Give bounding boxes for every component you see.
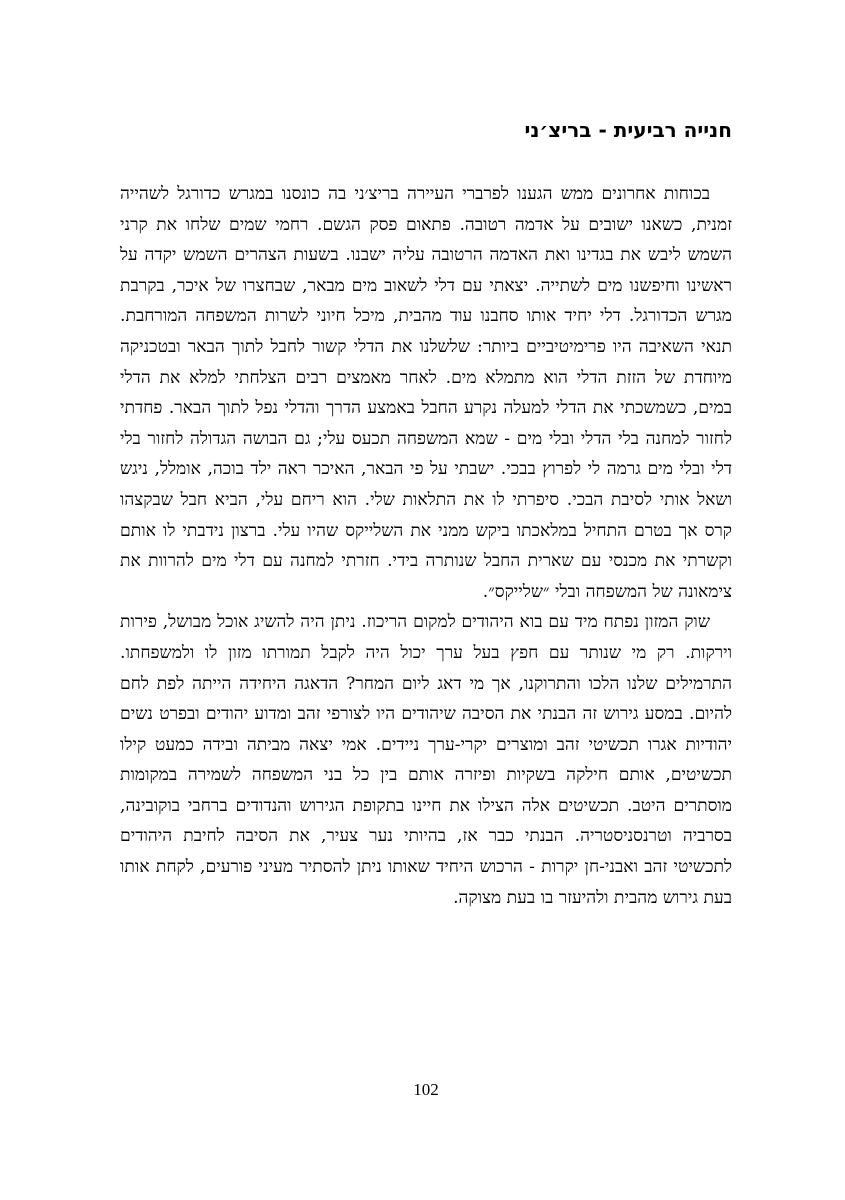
chapter-title: חנייה רביעית - בריצ׳ני	[524, 118, 732, 142]
page-number: 102	[413, 1080, 439, 1099]
paragraph-2: שוק המזון נפתח מיד עם בוא היהודים למקום הריכוז. ניתן היה להשיג אוכל מבושל, פירות וירקות. רק מי שנותר עם חפץ בעל ערך יכול היה לקבל תמורתו מזון לו ולמשפחתו. התרמילים שלנו הלכו והתרוקנו, אך מי דאג ליום המחר? הדאגה היחידה הייתה לפת לחם להיום. במסע גירוש זה הבנתי את הסיבה שיהודים היו לצורפי זהב ומדוע יהודים ובפרט נשים יהודיות אגרו תכשיטי זהב ומוצרים יקרי-ערך ניידים. אמי יצאה מביתה ובידה כמעט קילו תכשיטים, אותם חילקה בשקיות ופיזרה אותם בין כל בני המשפחה לשמירה במקומות מוסתרים היטב. תכשיטים אלה הצילו את חיינו בתקופת הגירוש והנדודים ברחבי בוקובינה, בסרביה וטרנסניסטריה. הבנתי כבר אז, בהיותי נער צעיר, את הסיבה לחיבת היהודים לתכשיטי זהב ואבני-חן יקרות - הרכוש היחיד שאותו ניתן להסתיר מעיני פורעים, לקחת אותו בעת גירוש מהבית ולהיעזר בו בעת מצוקה.	[120, 612, 732, 908]
body-text	[120, 179, 732, 913]
book-page	[120, 0, 732, 1200]
paragraph-1: בכוחות אחרונים ממש הגענו לפרברי העיירה בריצ׳ני בה כונסנו במגרש כדורגל לשהייה זמנית, כשאנו ישובים על אדמה רטובה. פתאום פסק הגשם. רחמי שמים שלחו את קרני השמש ליבש את בגדינו ואת האדמה הרטובה עליה ישבנו. בשעות הצהרים השמש יקדה על ראשינו וחיפשנו מים לשתייה. יצאתי עם דלי לשאוב מים מבאר, שבחצרו של איכר, בקרבת מגרש הכדורגל. דלי יחיד אותו סחבנו עוד מהבית, מיכל חיוני לשרות המשפחה המורחבת. תנאי השאיבה היו פרימיטיביים ביותר: שלשלנו את הדלי קשור לחבל לתוך הבאר ובטכניקה מיוחדת של הזזת הדלי הוא מתמלא מים. לאחר מאמצים רבים הצלחתי למלא את הדלי במים, כשמשכתי את הדלי למעלה נקרע החבל באמצע הדרך והדלי נפל לתוך הבאר. פחדתי לחזור למחנה בלי הדלי ובלי מים - שמא המשפחה תכעס עלי; גם הבושה הגדולה לחזור בלי דלי ובלי מים גרמה לי לפרוץ בבכי. ישבתי על פי הבאר, האיכר ראה ילד בוכה, אומלל, ניגש ושאל אותי לסיבת הבכי. סיפרתי לו את התלאות שלי. הוא ריחם עלי, הביא חבל שבקצהו קרס אך בטרם התחיל במלאכתו ביקש ממני את השלייקס שהיו עלי. ברצון נידבתי לו אותם וקשרתי את מכנסי עם שארית החבל שנותרה בידי. חזרתי למחנה עם דלי מים להרוות את צימאונה של המשפחה ובלי ״שלייקס״.	[120, 184, 732, 602]
